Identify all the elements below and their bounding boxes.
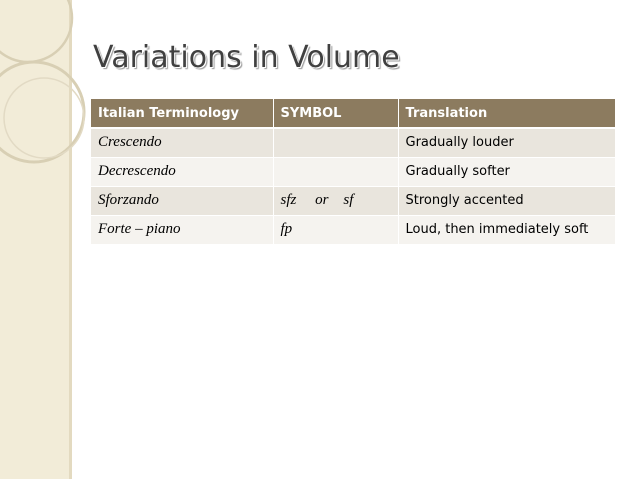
term-cell: Decrescendo [91,157,273,186]
table-row [91,215,615,244]
header-symbol: SYMBOL [273,99,398,128]
term-cell: Forte – piano [91,215,273,244]
volume-table [91,99,616,245]
header-translation: Translation [398,99,615,128]
table-row [91,157,615,186]
symbol-cell: fp [273,215,398,244]
translation-cell: Gradually softer [398,157,615,186]
term-cell: Sforzando [91,186,273,215]
symbol-cell: sfz or sf [273,186,398,215]
table-row [91,128,615,157]
translation-cell: Strongly accented [398,186,615,215]
header-italian-terminology: Italian Terminology [91,99,273,128]
slide-title: Variations in Volume [93,40,400,75]
translation-cell: Gradually louder [398,128,615,157]
translation-cell: Loud, then immediately soft [398,215,615,244]
symbol-cell [273,157,398,186]
symbol-cell [273,128,398,157]
table-header-row [91,99,615,128]
table-row [91,186,615,215]
term-cell: Crescendo [91,128,273,157]
